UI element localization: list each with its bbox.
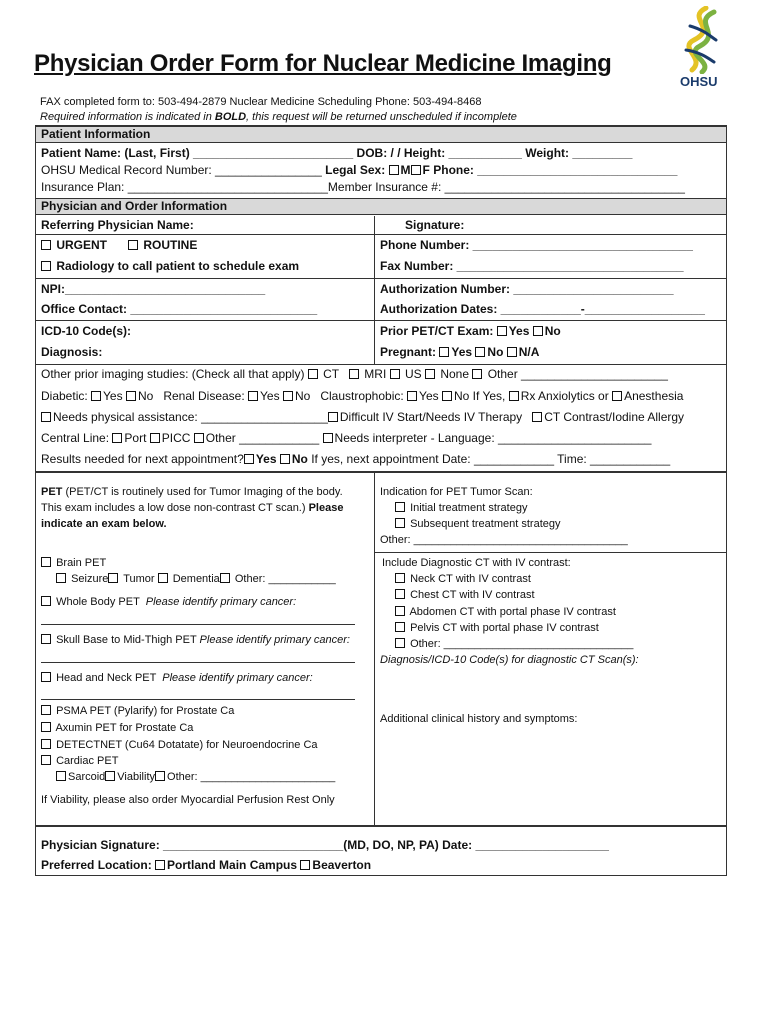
- female-checkbox[interactable]: [411, 165, 421, 175]
- results-no-checkbox[interactable]: [280, 454, 290, 464]
- diagnosis-field[interactable]: Diagnosis:: [41, 345, 103, 359]
- axumin-checkbox[interactable]: [41, 722, 51, 732]
- anesthesia-checkbox[interactable]: [612, 391, 622, 401]
- urgent-option[interactable]: URGENT: [41, 238, 107, 252]
- auth-number[interactable]: Authorization Number: ________________________: [380, 282, 674, 296]
- ct-other-checkbox[interactable]: [395, 638, 405, 648]
- row-divider: [36, 320, 726, 321]
- axumin-option[interactable]: Axumin PET for Prostate Ca: [41, 722, 193, 734]
- us-checkbox[interactable]: [390, 369, 400, 379]
- pelvis-ct-option[interactable]: Pelvis CT with portal phase IV contrast: [395, 622, 599, 634]
- prior-pet-row[interactable]: Prior PET/CT Exam: Yes No: [380, 324, 561, 338]
- prior-yes-checkbox[interactable]: [497, 326, 507, 336]
- subsequent-checkbox[interactable]: [395, 518, 405, 528]
- prior-studies-row[interactable]: Other prior imaging studies: (Check all that apply) CT MRI US None Other ______________________: [41, 367, 668, 381]
- patient-section-header: Patient Information: [36, 126, 726, 143]
- claustro-yes-checkbox[interactable]: [407, 391, 417, 401]
- skull-thigh-checkbox[interactable]: [41, 634, 51, 644]
- results-row[interactable]: Results needed for next appointment? Yes No If yes, next appointment Date: ____________ Time: ____________: [41, 452, 671, 466]
- diabetic-yes-checkbox[interactable]: [91, 391, 101, 401]
- viability-checkbox[interactable]: [105, 771, 115, 781]
- pregnant-no-checkbox[interactable]: [475, 347, 485, 357]
- ct-allergy-checkbox[interactable]: [532, 412, 542, 422]
- preferred-location-row[interactable]: Preferred Location: Portland Main Campus Beaverton: [41, 858, 372, 872]
- viability-note: If Viability, please also order Myocardial Perfusion Rest Only: [41, 794, 335, 806]
- psma-option[interactable]: PSMA PET (Pylarify) for Prostate Ca: [41, 705, 234, 717]
- skull-thigh-option[interactable]: Skull Base to Mid-Thigh PET Please identify primary cancer:: [41, 634, 350, 646]
- chest-ct-checkbox[interactable]: [395, 589, 405, 599]
- signature-label[interactable]: Signature:: [405, 218, 465, 232]
- right-divider: [375, 552, 726, 553]
- patient-name-row[interactable]: Patient Name: (Last, First) ________________________ DOB: / / Height: ___________ Weight: _________: [41, 146, 633, 160]
- specify-line[interactable]: [41, 662, 355, 663]
- head-neck-checkbox[interactable]: [41, 672, 51, 682]
- none-checkbox[interactable]: [425, 369, 435, 379]
- section-divider: [36, 825, 726, 827]
- detectnet-checkbox[interactable]: [41, 739, 51, 749]
- initial-option[interactable]: Initial treatment strategy: [395, 502, 527, 514]
- initial-checkbox[interactable]: [395, 502, 405, 512]
- dx-icd-label[interactable]: Diagnosis/ICD-10 Code(s) for diagnostic CT Scan(s):: [380, 654, 639, 666]
- neck-ct-checkbox[interactable]: [395, 573, 405, 583]
- indication-label: Indication for PET Tumor Scan:: [380, 486, 533, 498]
- radiology-call-option[interactable]: Radiology to call patient to schedule exam: [41, 259, 299, 273]
- pet-intro-2: This exam includes a low dose non-contrast CT scan.) Please: [41, 502, 344, 514]
- helix-icon: [676, 6, 726, 74]
- renal-yes-checkbox[interactable]: [248, 391, 258, 401]
- neck-ct-option[interactable]: Neck CT with IV contrast: [395, 573, 531, 585]
- cardiac-subtype-row[interactable]: Sarcoid Viability Other: ______________________: [56, 771, 335, 783]
- abdomen-ct-checkbox[interactable]: [395, 606, 405, 616]
- picc-checkbox[interactable]: [150, 433, 160, 443]
- interpreter-checkbox[interactable]: [323, 433, 333, 443]
- port-checkbox[interactable]: [112, 433, 122, 443]
- logo-text: OHSU: [680, 74, 718, 89]
- ct-checkbox[interactable]: [308, 369, 318, 379]
- order-section-header: Physician and Order Information: [36, 198, 726, 215]
- risk-row[interactable]: Diabetic: Yes No Renal Disease: Yes No Claustrophobic: Yes No If Yes, Rx Anxiolytics or Anesthesia: [41, 389, 684, 403]
- office-contact[interactable]: Office Contact: ____________________________: [41, 302, 318, 316]
- physician-signature-row[interactable]: Physician Signature: ___________________________(MD, DO, NP, PA) Date: ____________________: [41, 838, 609, 852]
- ct-other-option[interactable]: Other: _______________________________: [395, 638, 633, 650]
- radiology-call-checkbox[interactable]: [41, 261, 51, 271]
- dementia-checkbox[interactable]: [158, 573, 168, 583]
- diabetic-no-checkbox[interactable]: [126, 391, 136, 401]
- ohsu-logo: [676, 6, 726, 90]
- specify-line[interactable]: [41, 624, 355, 625]
- portland-checkbox[interactable]: [155, 860, 165, 870]
- results-yes-checkbox[interactable]: [244, 454, 254, 464]
- fax-line: FAX completed form to: 503-494-2879 Nuclear Medicine Scheduling Phone: 503-494-8468: [40, 96, 482, 108]
- phone-number[interactable]: Phone Number: _________________________________: [380, 238, 693, 252]
- cardiac-other-checkbox[interactable]: [155, 771, 165, 781]
- beaverton-checkbox[interactable]: [300, 860, 310, 870]
- pregnant-yes-checkbox[interactable]: [439, 347, 449, 357]
- section-divider: [36, 471, 726, 473]
- cardiac-checkbox[interactable]: [41, 755, 51, 765]
- clinical-history-label[interactable]: Additional clinical history and symptoms:: [380, 713, 578, 725]
- pet-intro-3: indicate an exam below.: [41, 518, 167, 530]
- pet-divider: [374, 473, 375, 825]
- routine-option[interactable]: ROUTINE: [128, 238, 197, 252]
- pet-intro-1: PET (PET/CT is routinely used for Tumor Imaging of the body.: [41, 486, 343, 498]
- mrn-row[interactable]: OHSU Medical Record Number: ________________ Legal Sex: M F Phone: ______________________________: [41, 163, 678, 177]
- central-line-row[interactable]: Central Line: Port PICC Other ____________ Needs interpreter - Language: _______________________: [41, 431, 652, 445]
- include-ct-label: Include Diagnostic CT with IV contrast:: [382, 557, 571, 569]
- form-title: Physician Order Form for Nuclear Medicine Imaging: [34, 50, 612, 77]
- fax-number[interactable]: Fax Number: __________________________________: [380, 259, 684, 273]
- claustro-no-checkbox[interactable]: [442, 391, 452, 401]
- brain-pet-option[interactable]: Brain PET: [41, 557, 106, 569]
- tumor-checkbox[interactable]: [108, 573, 118, 583]
- specify-line[interactable]: [41, 699, 355, 700]
- mri-checkbox[interactable]: [349, 369, 359, 379]
- row-divider: [36, 278, 726, 279]
- routine-checkbox[interactable]: [128, 240, 138, 250]
- prior-no-checkbox[interactable]: [533, 326, 543, 336]
- renal-no-checkbox[interactable]: [283, 391, 293, 401]
- detectnet-option[interactable]: DETECTNET (Cu64 Dotatate) for Neuroendocrine Ca: [41, 739, 318, 751]
- brain-other-checkbox[interactable]: [220, 573, 230, 583]
- male-checkbox[interactable]: [389, 165, 399, 175]
- needs-assist-checkbox[interactable]: [41, 412, 51, 422]
- brain-pet-checkbox[interactable]: [41, 557, 51, 567]
- rx-anx-checkbox[interactable]: [509, 391, 519, 401]
- row-divider: [36, 364, 726, 365]
- icd10-field[interactable]: ICD-10 Code(s):: [41, 324, 132, 338]
- referring-physician[interactable]: Referring Physician Name:: [41, 218, 194, 232]
- urgent-checkbox[interactable]: [41, 240, 51, 250]
- pregnant-na-checkbox[interactable]: [507, 347, 517, 357]
- chest-ct-option[interactable]: Chest CT with IV contrast: [395, 589, 535, 601]
- auth-dates[interactable]: Authorization Dates: ____________-__________________: [380, 302, 705, 316]
- row-divider: [36, 234, 726, 235]
- pelvis-ct-checkbox[interactable]: [395, 622, 405, 632]
- abdomen-ct-option[interactable]: Abdomen CT with portal phase IV contrast: [395, 606, 616, 618]
- assistance-row[interactable]: Needs physical assistance: ___________________ Difficult IV Start/Needs IV Therapy CT Contrast/Iodine Allergy: [41, 410, 684, 424]
- difficult-iv-checkbox[interactable]: [328, 412, 338, 422]
- whole-body-checkbox[interactable]: [41, 596, 51, 606]
- npi-field[interactable]: NPI:______________________________: [41, 282, 266, 296]
- required-note: Required information is indicated in BOLD, this request will be returned unscheduled if incomplete: [40, 111, 517, 123]
- other-line-checkbox[interactable]: [194, 433, 204, 443]
- indication-other[interactable]: Other: ___________________________________: [380, 534, 628, 546]
- sarcoid-checkbox[interactable]: [56, 771, 66, 781]
- whole-body-option[interactable]: Whole Body PET Please identify primary cancer:: [41, 596, 296, 608]
- subsequent-option[interactable]: Subsequent treatment strategy: [395, 518, 561, 530]
- psma-checkbox[interactable]: [41, 705, 51, 715]
- brain-subtype-row[interactable]: Seizure Tumor Dementia Other: ___________: [56, 573, 336, 585]
- order-divider: [374, 216, 375, 364]
- head-neck-option[interactable]: Head and Neck PET Please identify primary cancer:: [41, 672, 313, 684]
- seizure-checkbox[interactable]: [56, 573, 66, 583]
- pregnant-row[interactable]: Pregnant: Yes No N/A: [380, 345, 540, 359]
- cardiac-option[interactable]: Cardiac PET: [41, 755, 118, 767]
- insurance-row[interactable]: Insurance Plan: ______________________________Member Insurance #: ____________________________________: [41, 180, 685, 194]
- other-checkbox[interactable]: [472, 369, 482, 379]
